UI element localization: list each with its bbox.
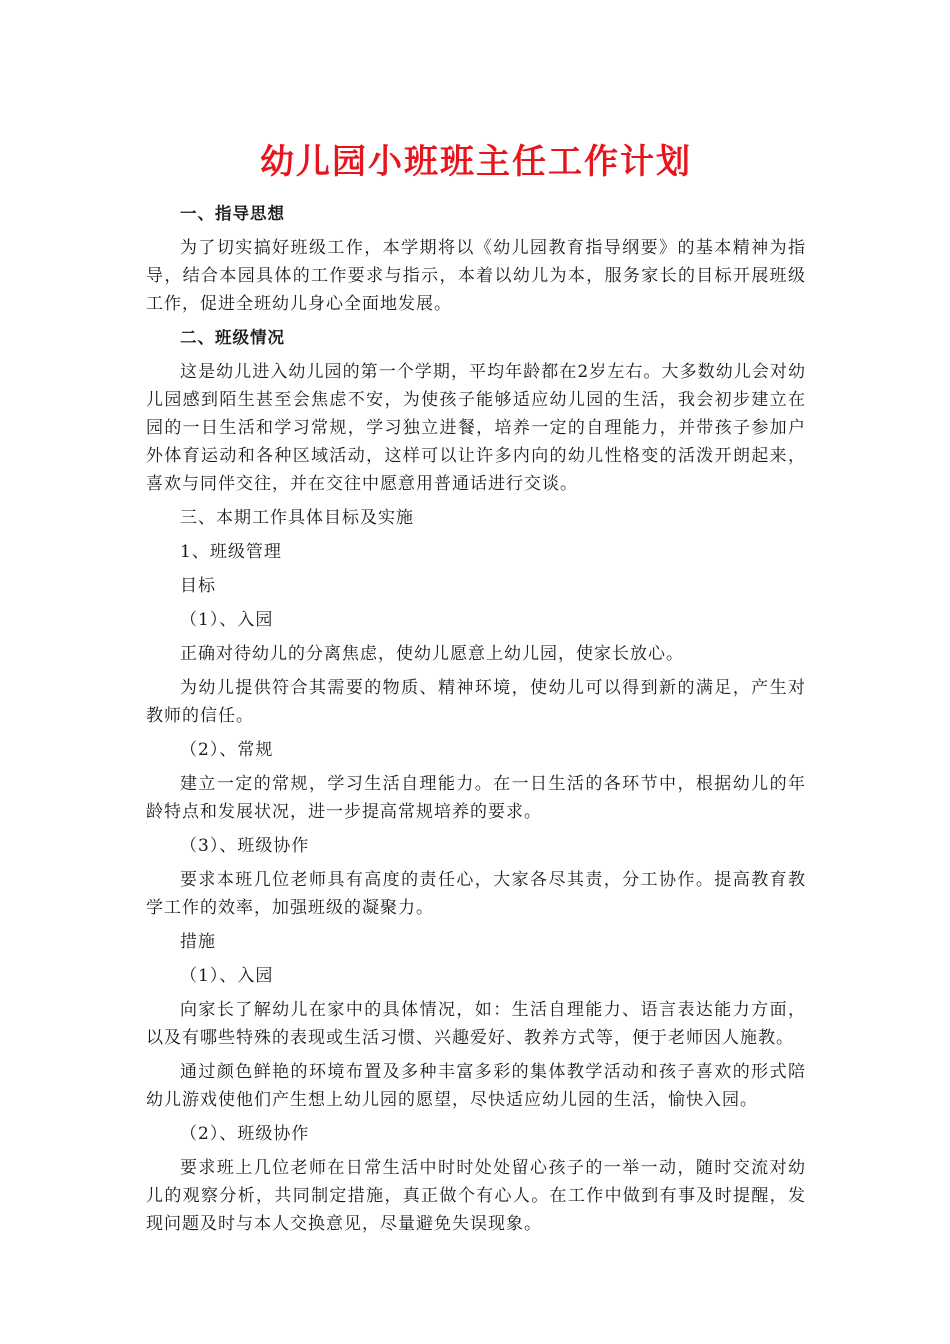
paragraph: 为了切实搞好班级工作，本学期将以《幼儿园教育指导纲要》的基本精神为指导，结合本园具体的工作要求与指示，本着以幼儿为本，服务家长的目标开展班级工作，促进全班幼儿身心全面地发展。 [146, 238, 806, 314]
document-page [146, 128, 806, 1244]
section-heading-goals-and-implementation: 三、本期工作具体目标及实施 [180, 508, 414, 528]
measure-item-label: （1）、入园 [180, 966, 274, 986]
goal-item-label: （1）、入园 [180, 610, 274, 630]
goal-label: 目标 [180, 576, 216, 596]
section-heading-class-situation: 二、班级情况 [180, 328, 285, 347]
paragraph: 这是幼儿进入幼儿园的第一个学期，平均年龄都在2岁左右。大多数幼儿会对幼儿园感到陌生甚至会焦虑不安，为使孩子能够适应幼儿园的生活，我会初步建立在园的一日生活和学习常规，学习独立进餐，培养一定的自理能力，并带孩子参加户外体育运动和各种区域活动，这样可以让许多内向的幼儿性格变的活泼开朗起来，喜欢与同伴交往，并在交往中愿意用普通话进行交谈。 [146, 362, 806, 494]
paragraph: 向家长了解幼儿在家中的具体情况，如：生活自理能力、语言表达能力方面，以及有哪些特殊的表现或生活习惯、兴趣爱好、教养方式等，便于老师因人施教。 [146, 1000, 806, 1048]
measure-label: 措施 [180, 932, 216, 952]
paragraph: 要求班上几位老师在日常生活中时时处处留心孩子的一举一动，随时交流对幼儿的观察分析，共同制定措施，真正做个有心人。在工作中做到有事及时提醒，发现问题及时与本人交换意见，尽量避免失误现象。 [146, 1158, 806, 1234]
paragraph: 为幼儿提供符合其需要的物质、精神环境，使幼儿可以得到新的满足，产生对教师的信任。 [146, 678, 806, 726]
goal-item-label: （3）、班级协作 [180, 836, 310, 856]
goal-item-label: （2）、常规 [180, 740, 274, 760]
section-heading-guiding-ideology: 一、指导思想 [180, 204, 285, 223]
measure-item-label: （2）、班级协作 [180, 1124, 310, 1144]
document-title: 幼儿园小班班主任工作计划 [260, 142, 692, 182]
subsection-heading-class-management: 1、班级管理 [180, 542, 282, 562]
paragraph: 建立一定的常规，学习生活自理能力。在一日生活的各环节中，根据幼儿的年龄特点和发展状况，进一步提高常规培养的要求。 [146, 774, 806, 822]
paragraph: 要求本班几位老师具有高度的责任心，大家各尽其责，分工协作。提高教育教学工作的效率，加强班级的凝聚力。 [146, 870, 806, 918]
paragraph: 正确对待幼儿的分离焦虑，使幼儿愿意上幼儿园，使家长放心。 [180, 644, 684, 664]
paragraph: 通过颜色鲜艳的环境布置及多种丰富多彩的集体教学活动和孩子喜欢的形式陪幼儿游戏使他们产生想上幼儿园的愿望，尽快适应幼儿园的生活，愉快入园。 [146, 1062, 806, 1110]
